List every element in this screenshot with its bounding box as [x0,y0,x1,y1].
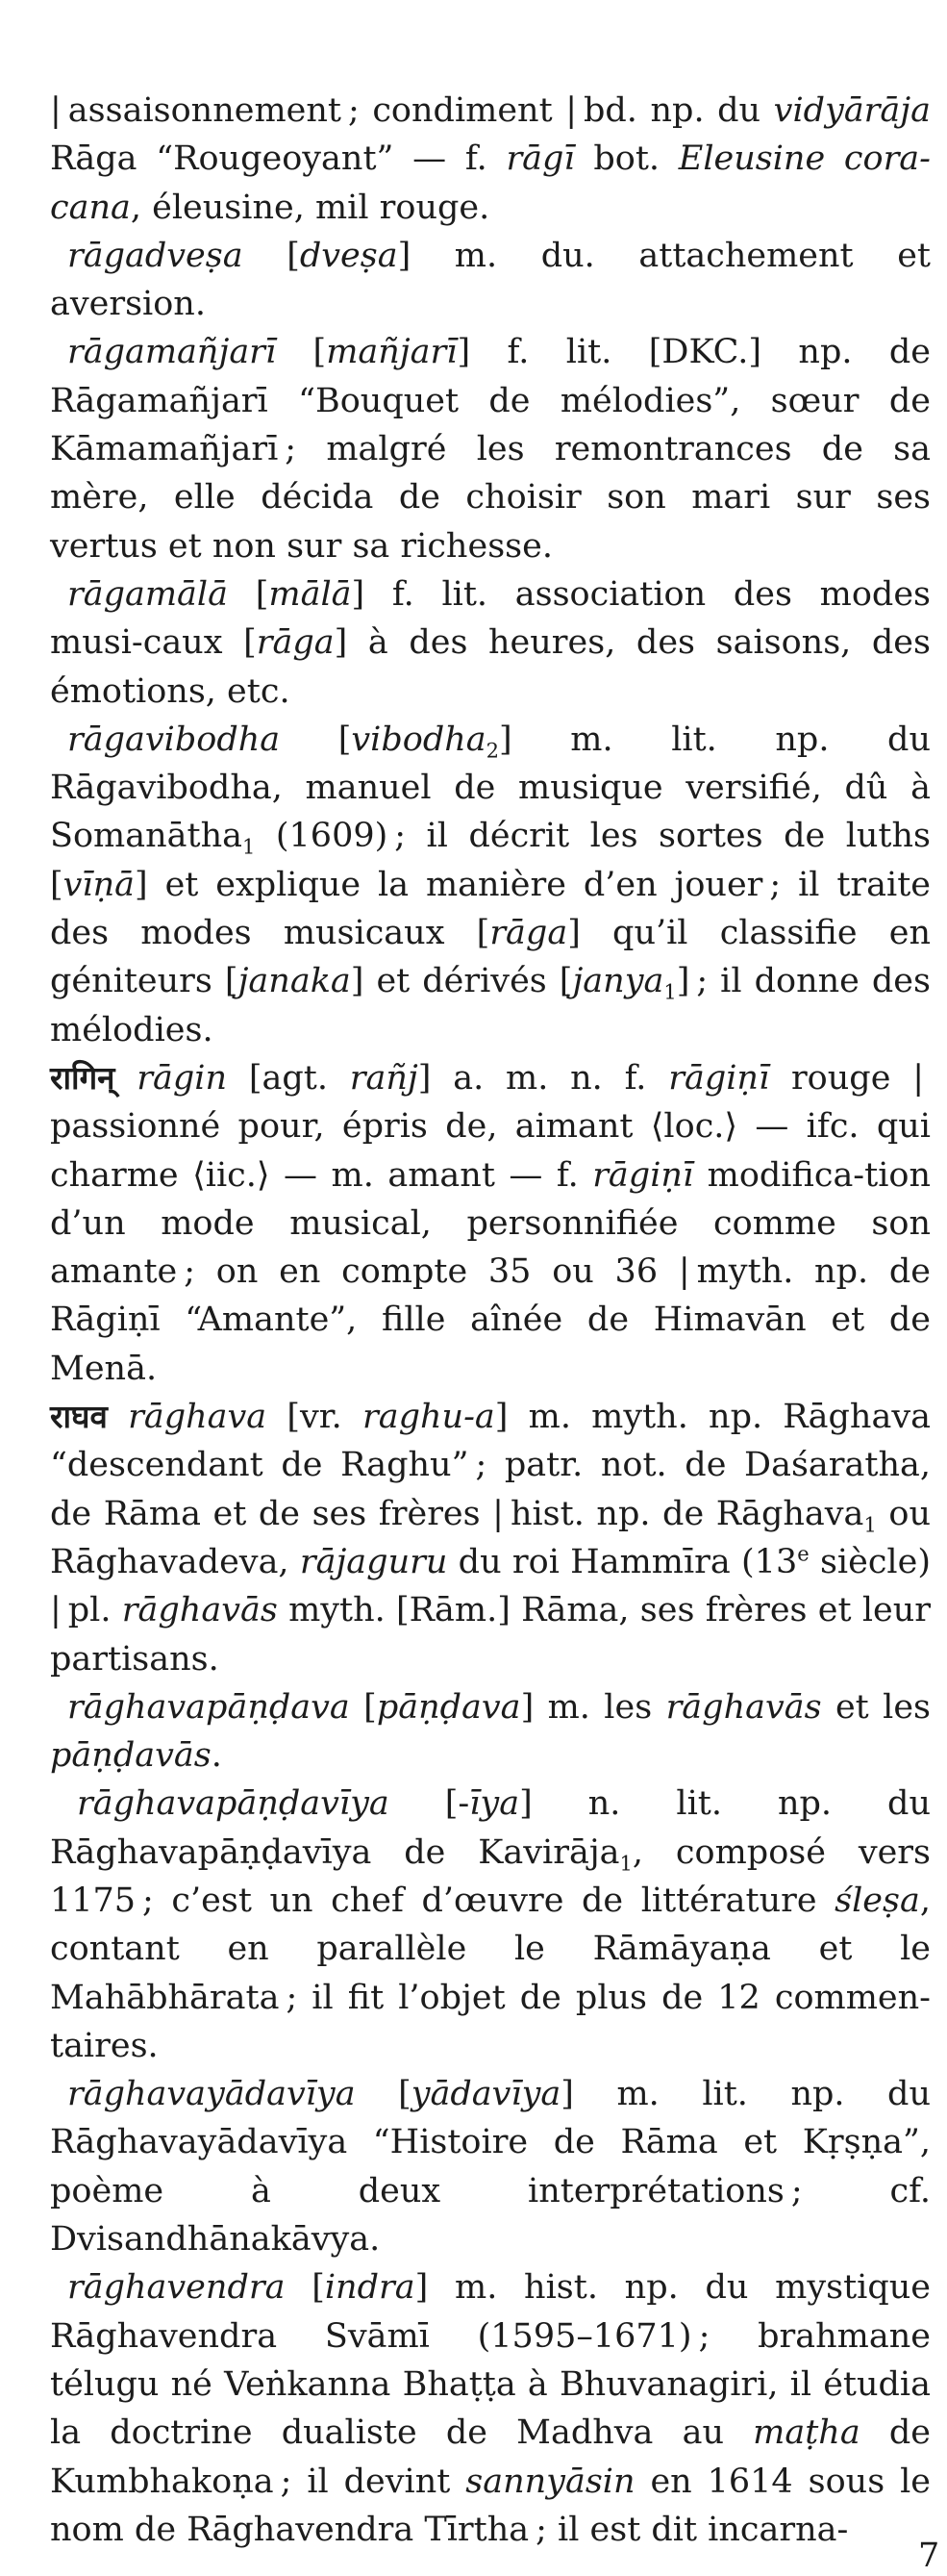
entry-ragamanjari: rāgamañjarī [mañjarī] f. lit. [DKC.] np. de Rāgamañjarī “Bouquet de mélodies”, sœur de Kāmamañjarī ; malgré les remontrances de sa mère, elle décida de choisir son mari sur ses vertus et non sur sa richesse. [50,333,932,566]
entry-ragin: रागिन् rāgin [agt. rañj] a. m. n. f. rāgiṇī rouge | passionné pour, épris de, aimant ⟨loc.⟩ — ifc. qui charme ⟨iic.⟩ — m. amant — f. rāgiṇī modifica-tion d’un mode musical, personnifiée comme son amante ; on en compte 35 ou 36 | myth. np. de Rāgiṇī “Amante”, fille aînée de Himavān et de Menā. [50,1058,932,1388]
entry-continuation: | assaisonnement ; condiment | bd. np. du vidyārāja Rāga “Rougeoyant” — f. rāgī bot. Eleusine cora-cana, éleusine, mil rouge. [50,91,931,227]
entry-raghava: राघव rāghava [vr. raghu-a] m. myth. np. Rāghava “descendant de Raghu” ; patr. not. de Daśaratha, de Rāma et de ses frères | hist. np. de Rāghava$_1$ ou Rāghavadeva, rājaguru du roi Hammīra (13e siècle) | pl. rāghavās myth. [Rām.] Rāma, ses frères et leur partisans. [50,1398,931,1679]
entry-ragavibodha: rāgavibodha [vibodha$_2$] m. lit. np. du Rāgavibodha, manuel de musique versifié, dû à Somanātha$_1$ (1609) ; il décrit les sortes de luths [vīṇā] et explique la manière d’en jouer ; il traite des modes musicaux [rāga] qu’il classifie en géniteurs [janaka] et dérivés [janya$_1$] ; il donne des mélodies. [50,720,932,1049]
entry-raghavapandaviya: rāghavapāṇḍavīya [-īya] n. lit. np. du Rāghavapāṇḍavīya de Kavirāja$_1$, composé vers 1175 ; c’est un chef d’œuvre de littérature śleṣa, contant en parallèle le Rāmāyaṇa et le Mahābhārata ; il fit l’objet de plus de 12 commen-taires. [50,1784,931,2065]
dictionary-page [50,87,931,2554]
entry-ragadvesa: rāgadveṣa [dveṣa] m. du. attachement et aversion. [50,236,931,324]
page-number: 7 [918,2537,940,2575]
entry-ragamala: rāgamālā [mālā] f. lit. association des modes musi-caux [rāga] à des heures, des saisons, des émotions, etc. [50,574,932,711]
entry-raghavapandava: rāghavapāṇḍava [pāṇḍava] m. les rāghavās et les pāṇḍavās. [50,1687,931,1776]
entry-raghavendra: rāghavendra [indra] m. hist. np. du mystique Rāghavendra Svāmī (1595–1671) ; brahmane télugu né Veṅkanna Bhaṭṭa à Bhuvanagiri, il étudia la doctrine dualiste de Madhva au maṭha de Kumbhakoṇa ; il devint sannyāsin en 1614 sous le nom de Rāghavendra Tīrtha ; il est dit incarna- [50,2268,932,2549]
entry-raghavayadaviya: rāghavayādavīya [yādavīya] m. lit. np. du Rāghavayādavīya “Histoire de Rāma et Kṛṣṇa”, poème à deux interprétations ; cf. Dvisandhānakāvya. [50,2075,931,2260]
